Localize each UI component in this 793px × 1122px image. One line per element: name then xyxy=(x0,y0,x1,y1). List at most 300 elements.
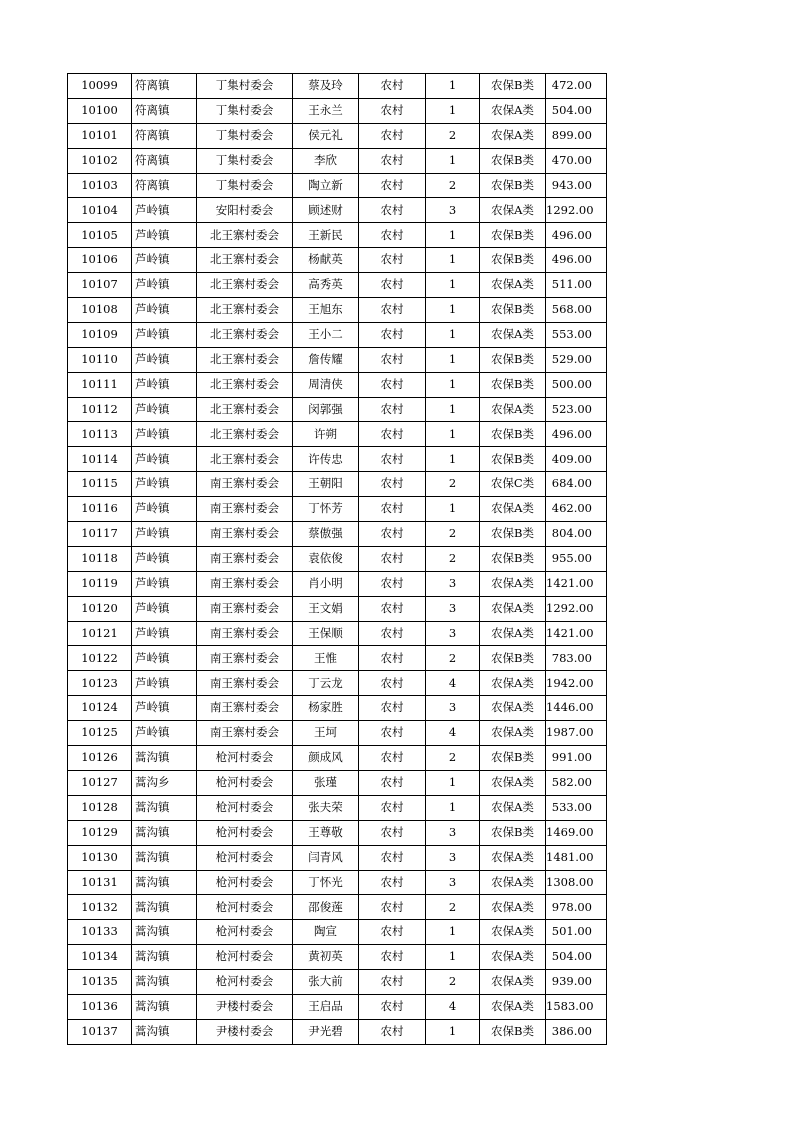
member-count-cell: 1 xyxy=(426,148,480,173)
village-committee-cell: 枪河村委会 xyxy=(197,870,293,895)
amount-cell: 1583.00 xyxy=(546,994,607,1019)
person-name-cell: 王旭东 xyxy=(293,298,359,323)
household-type-cell: 农村 xyxy=(359,223,426,248)
household-type-cell: 农村 xyxy=(359,447,426,472)
village-committee-cell: 南王寨村委会 xyxy=(197,646,293,671)
town-cell: 芦岭镇 xyxy=(132,347,197,372)
insurance-category-cell: 农保B类 xyxy=(480,248,546,273)
insurance-category-cell: 农保B类 xyxy=(480,820,546,845)
insurance-category-cell: 农保A类 xyxy=(480,621,546,646)
amount-cell: 1308.00 xyxy=(546,870,607,895)
record-id-cell: 10107 xyxy=(68,273,132,298)
household-type-cell: 农村 xyxy=(359,820,426,845)
village-committee-cell: 丁集村委会 xyxy=(197,173,293,198)
town-cell: 蒿沟镇 xyxy=(132,945,197,970)
table-row xyxy=(68,546,607,571)
record-id-cell: 10117 xyxy=(68,522,132,547)
member-count-cell: 2 xyxy=(426,546,480,571)
table-row xyxy=(68,596,607,621)
table-row xyxy=(68,845,607,870)
table-row xyxy=(68,273,607,298)
table-row xyxy=(68,422,607,447)
insurance-category-cell: 农保A类 xyxy=(480,273,546,298)
record-id-cell: 10121 xyxy=(68,621,132,646)
member-count-cell: 3 xyxy=(426,571,480,596)
town-cell: 芦岭镇 xyxy=(132,522,197,547)
insurance-category-cell: 农保A类 xyxy=(480,322,546,347)
village-committee-cell: 南王寨村委会 xyxy=(197,546,293,571)
village-committee-cell: 南王寨村委会 xyxy=(197,671,293,696)
household-type-cell: 农村 xyxy=(359,770,426,795)
town-cell: 蒿沟镇 xyxy=(132,746,197,771)
town-cell: 蒿沟镇 xyxy=(132,820,197,845)
record-id-cell: 10103 xyxy=(68,173,132,198)
person-name-cell: 闵郭强 xyxy=(293,397,359,422)
household-type-cell: 农村 xyxy=(359,596,426,621)
member-count-cell: 3 xyxy=(426,820,480,845)
town-cell: 符离镇 xyxy=(132,74,197,99)
person-name-cell: 袁依俊 xyxy=(293,546,359,571)
town-cell: 蒿沟镇 xyxy=(132,795,197,820)
member-count-cell: 2 xyxy=(426,646,480,671)
record-id-cell: 10137 xyxy=(68,1019,132,1044)
person-name-cell: 黄初英 xyxy=(293,945,359,970)
amount-cell: 1421.00 xyxy=(546,621,607,646)
amount-cell: 1421.00 xyxy=(546,571,607,596)
amount-cell: 511.00 xyxy=(546,273,607,298)
village-committee-cell: 南王寨村委会 xyxy=(197,497,293,522)
town-cell: 芦岭镇 xyxy=(132,447,197,472)
village-committee-cell: 南王寨村委会 xyxy=(197,596,293,621)
record-id-cell: 10102 xyxy=(68,148,132,173)
amount-cell: 386.00 xyxy=(546,1019,607,1044)
member-count-cell: 1 xyxy=(426,497,480,522)
amount-cell: 1481.00 xyxy=(546,845,607,870)
record-id-cell: 10130 xyxy=(68,845,132,870)
amount-cell: 553.00 xyxy=(546,322,607,347)
table-row xyxy=(68,994,607,1019)
amount-cell: 533.00 xyxy=(546,795,607,820)
amount-cell: 991.00 xyxy=(546,746,607,771)
town-cell: 芦岭镇 xyxy=(132,646,197,671)
household-type-cell: 农村 xyxy=(359,472,426,497)
insurance-category-cell: 农保A类 xyxy=(480,845,546,870)
person-name-cell: 蔡及玲 xyxy=(293,74,359,99)
village-committee-cell: 南王寨村委会 xyxy=(197,696,293,721)
record-id-cell: 10119 xyxy=(68,571,132,596)
person-name-cell: 周清侠 xyxy=(293,372,359,397)
amount-cell: 1446.00 xyxy=(546,696,607,721)
town-cell: 芦岭镇 xyxy=(132,422,197,447)
amount-cell: 462.00 xyxy=(546,497,607,522)
person-name-cell: 陶立新 xyxy=(293,173,359,198)
household-type-cell: 农村 xyxy=(359,721,426,746)
person-name-cell: 丁怀光 xyxy=(293,870,359,895)
member-count-cell: 2 xyxy=(426,522,480,547)
village-committee-cell: 枪河村委会 xyxy=(197,895,293,920)
person-name-cell: 杨献英 xyxy=(293,248,359,273)
member-count-cell: 3 xyxy=(426,696,480,721)
amount-cell: 1292.00 xyxy=(546,596,607,621)
village-committee-cell: 尹楼村委会 xyxy=(197,994,293,1019)
record-id-cell: 10128 xyxy=(68,795,132,820)
town-cell: 蒿沟镇 xyxy=(132,895,197,920)
person-name-cell: 许传忠 xyxy=(293,447,359,472)
person-name-cell: 王新民 xyxy=(293,223,359,248)
insurance-category-cell: 农保A类 xyxy=(480,671,546,696)
insurance-category-cell: 农保B类 xyxy=(480,347,546,372)
town-cell: 芦岭镇 xyxy=(132,596,197,621)
village-committee-cell: 南王寨村委会 xyxy=(197,571,293,596)
insurance-category-cell: 农保B类 xyxy=(480,646,546,671)
record-id-cell: 10126 xyxy=(68,746,132,771)
amount-cell: 409.00 xyxy=(546,447,607,472)
town-cell: 蒿沟镇 xyxy=(132,1019,197,1044)
record-id-cell: 10110 xyxy=(68,347,132,372)
village-committee-cell: 枪河村委会 xyxy=(197,795,293,820)
table-row xyxy=(68,347,607,372)
person-name-cell: 王文娟 xyxy=(293,596,359,621)
village-committee-cell: 北王寨村委会 xyxy=(197,273,293,298)
member-count-cell: 1 xyxy=(426,98,480,123)
town-cell: 芦岭镇 xyxy=(132,273,197,298)
household-type-cell: 农村 xyxy=(359,74,426,99)
village-committee-cell: 南王寨村委会 xyxy=(197,621,293,646)
person-name-cell: 闫青风 xyxy=(293,845,359,870)
data-table xyxy=(67,73,607,1045)
record-id-cell: 10120 xyxy=(68,596,132,621)
record-id-cell: 10099 xyxy=(68,74,132,99)
member-count-cell: 3 xyxy=(426,198,480,223)
amount-cell: 783.00 xyxy=(546,646,607,671)
village-committee-cell: 北王寨村委会 xyxy=(197,298,293,323)
table-row xyxy=(68,322,607,347)
town-cell: 蒿沟镇 xyxy=(132,920,197,945)
insurance-category-cell: 农保A类 xyxy=(480,696,546,721)
table-row xyxy=(68,696,607,721)
household-type-cell: 农村 xyxy=(359,148,426,173)
member-count-cell: 3 xyxy=(426,621,480,646)
person-name-cell: 尹光碧 xyxy=(293,1019,359,1044)
household-type-cell: 农村 xyxy=(359,696,426,721)
table-row xyxy=(68,746,607,771)
town-cell: 芦岭镇 xyxy=(132,721,197,746)
member-count-cell: 1 xyxy=(426,920,480,945)
member-count-cell: 2 xyxy=(426,472,480,497)
town-cell: 蒿沟乡 xyxy=(132,770,197,795)
insurance-category-cell: 农保B类 xyxy=(480,447,546,472)
person-name-cell: 王朝阳 xyxy=(293,472,359,497)
record-id-cell: 10133 xyxy=(68,920,132,945)
village-committee-cell: 丁集村委会 xyxy=(197,123,293,148)
person-name-cell: 王永兰 xyxy=(293,98,359,123)
village-committee-cell: 北王寨村委会 xyxy=(197,347,293,372)
record-id-cell: 10104 xyxy=(68,198,132,223)
town-cell: 蒿沟镇 xyxy=(132,994,197,1019)
person-name-cell: 王小二 xyxy=(293,322,359,347)
amount-cell: 523.00 xyxy=(546,397,607,422)
table-row xyxy=(68,770,607,795)
person-name-cell: 王保顺 xyxy=(293,621,359,646)
village-committee-cell: 安阳村委会 xyxy=(197,198,293,223)
village-committee-cell: 南王寨村委会 xyxy=(197,522,293,547)
member-count-cell: 2 xyxy=(426,895,480,920)
table-row xyxy=(68,497,607,522)
member-count-cell: 1 xyxy=(426,273,480,298)
table-row xyxy=(68,1019,607,1044)
member-count-cell: 2 xyxy=(426,970,480,995)
insurance-category-cell: 农保A类 xyxy=(480,770,546,795)
record-id-cell: 10135 xyxy=(68,970,132,995)
amount-cell: 1987.00 xyxy=(546,721,607,746)
town-cell: 蒿沟镇 xyxy=(132,970,197,995)
village-committee-cell: 北王寨村委会 xyxy=(197,447,293,472)
insurance-category-cell: 农保A类 xyxy=(480,721,546,746)
town-cell: 芦岭镇 xyxy=(132,298,197,323)
insurance-category-cell: 农保B类 xyxy=(480,1019,546,1044)
amount-cell: 978.00 xyxy=(546,895,607,920)
person-name-cell: 侯元礼 xyxy=(293,123,359,148)
village-committee-cell: 北王寨村委会 xyxy=(197,397,293,422)
amount-cell: 684.00 xyxy=(546,472,607,497)
record-id-cell: 10108 xyxy=(68,298,132,323)
member-count-cell: 3 xyxy=(426,870,480,895)
insurance-category-cell: 农保B类 xyxy=(480,173,546,198)
table-row xyxy=(68,820,607,845)
insurance-category-cell: 农保A类 xyxy=(480,397,546,422)
record-id-cell: 10116 xyxy=(68,497,132,522)
member-count-cell: 4 xyxy=(426,671,480,696)
amount-cell: 939.00 xyxy=(546,970,607,995)
member-count-cell: 1 xyxy=(426,397,480,422)
amount-cell: 804.00 xyxy=(546,522,607,547)
record-id-cell: 10105 xyxy=(68,223,132,248)
amount-cell: 582.00 xyxy=(546,770,607,795)
member-count-cell: 1 xyxy=(426,322,480,347)
person-name-cell: 杨家胜 xyxy=(293,696,359,721)
person-name-cell: 丁怀芳 xyxy=(293,497,359,522)
record-id-cell: 10129 xyxy=(68,820,132,845)
household-type-cell: 农村 xyxy=(359,994,426,1019)
person-name-cell: 王坷 xyxy=(293,721,359,746)
household-type-cell: 农村 xyxy=(359,945,426,970)
village-committee-cell: 枪河村委会 xyxy=(197,970,293,995)
record-id-cell: 10111 xyxy=(68,372,132,397)
record-id-cell: 10136 xyxy=(68,994,132,1019)
person-name-cell: 陶宣 xyxy=(293,920,359,945)
insurance-category-cell: 农保A类 xyxy=(480,571,546,596)
town-cell: 芦岭镇 xyxy=(132,223,197,248)
village-committee-cell: 北王寨村委会 xyxy=(197,322,293,347)
person-name-cell: 邵俊莲 xyxy=(293,895,359,920)
town-cell: 蒿沟镇 xyxy=(132,870,197,895)
member-count-cell: 1 xyxy=(426,770,480,795)
household-type-cell: 农村 xyxy=(359,497,426,522)
village-committee-cell: 枪河村委会 xyxy=(197,770,293,795)
amount-cell: 501.00 xyxy=(546,920,607,945)
member-count-cell: 3 xyxy=(426,845,480,870)
person-name-cell: 顾述财 xyxy=(293,198,359,223)
person-name-cell: 王启品 xyxy=(293,994,359,1019)
town-cell: 芦岭镇 xyxy=(132,248,197,273)
table-row xyxy=(68,98,607,123)
village-committee-cell: 北王寨村委会 xyxy=(197,422,293,447)
record-id-cell: 10112 xyxy=(68,397,132,422)
village-committee-cell: 北王寨村委会 xyxy=(197,223,293,248)
household-type-cell: 农村 xyxy=(359,322,426,347)
household-type-cell: 农村 xyxy=(359,920,426,945)
member-count-cell: 4 xyxy=(426,994,480,1019)
record-id-cell: 10114 xyxy=(68,447,132,472)
insurance-category-cell: 农保B类 xyxy=(480,422,546,447)
household-type-cell: 农村 xyxy=(359,397,426,422)
household-type-cell: 农村 xyxy=(359,347,426,372)
table-row xyxy=(68,895,607,920)
town-cell: 芦岭镇 xyxy=(132,497,197,522)
village-committee-cell: 枪河村委会 xyxy=(197,945,293,970)
person-name-cell: 詹传耀 xyxy=(293,347,359,372)
amount-cell: 496.00 xyxy=(546,422,607,447)
household-type-cell: 农村 xyxy=(359,646,426,671)
record-id-cell: 10123 xyxy=(68,671,132,696)
town-cell: 芦岭镇 xyxy=(132,397,197,422)
amount-cell: 472.00 xyxy=(546,74,607,99)
person-name-cell: 张夫荣 xyxy=(293,795,359,820)
member-count-cell: 2 xyxy=(426,746,480,771)
member-count-cell: 1 xyxy=(426,223,480,248)
amount-cell: 943.00 xyxy=(546,173,607,198)
town-cell: 芦岭镇 xyxy=(132,671,197,696)
household-type-cell: 农村 xyxy=(359,746,426,771)
household-type-cell: 农村 xyxy=(359,298,426,323)
table-row xyxy=(68,248,607,273)
insurance-category-cell: 农保A类 xyxy=(480,198,546,223)
record-id-cell: 10124 xyxy=(68,696,132,721)
amount-cell: 529.00 xyxy=(546,347,607,372)
amount-cell: 500.00 xyxy=(546,372,607,397)
insurance-category-cell: 农保B类 xyxy=(480,372,546,397)
member-count-cell: 1 xyxy=(426,1019,480,1044)
amount-cell: 1469.00 xyxy=(546,820,607,845)
insurance-category-cell: 农保A类 xyxy=(480,945,546,970)
household-type-cell: 农村 xyxy=(359,546,426,571)
person-name-cell: 许朔 xyxy=(293,422,359,447)
village-committee-cell: 尹楼村委会 xyxy=(197,1019,293,1044)
town-cell: 芦岭镇 xyxy=(132,546,197,571)
household-type-cell: 农村 xyxy=(359,1019,426,1044)
member-count-cell: 1 xyxy=(426,298,480,323)
insurance-category-cell: 农保B类 xyxy=(480,546,546,571)
household-type-cell: 农村 xyxy=(359,571,426,596)
person-name-cell: 肖小明 xyxy=(293,571,359,596)
village-committee-cell: 枪河村委会 xyxy=(197,845,293,870)
table-row xyxy=(68,795,607,820)
household-type-cell: 农村 xyxy=(359,422,426,447)
record-id-cell: 10118 xyxy=(68,546,132,571)
record-id-cell: 10131 xyxy=(68,870,132,895)
record-id-cell: 10115 xyxy=(68,472,132,497)
household-type-cell: 农村 xyxy=(359,98,426,123)
insurance-category-cell: 农保A类 xyxy=(480,895,546,920)
table-row xyxy=(68,870,607,895)
village-committee-cell: 丁集村委会 xyxy=(197,98,293,123)
table-row xyxy=(68,397,607,422)
table-row xyxy=(68,646,607,671)
record-id-cell: 10134 xyxy=(68,945,132,970)
person-name-cell: 张大前 xyxy=(293,970,359,995)
amount-cell: 955.00 xyxy=(546,546,607,571)
table-row xyxy=(68,298,607,323)
person-name-cell: 李欣 xyxy=(293,148,359,173)
insurance-category-cell: 农保A类 xyxy=(480,970,546,995)
insurance-category-cell: 农保B类 xyxy=(480,148,546,173)
table-row xyxy=(68,148,607,173)
household-type-cell: 农村 xyxy=(359,248,426,273)
member-count-cell: 4 xyxy=(426,721,480,746)
village-committee-cell: 枪河村委会 xyxy=(197,820,293,845)
table-row xyxy=(68,372,607,397)
table-row xyxy=(68,945,607,970)
village-committee-cell: 枪河村委会 xyxy=(197,746,293,771)
table-row xyxy=(68,522,607,547)
person-name-cell: 丁云龙 xyxy=(293,671,359,696)
amount-cell: 470.00 xyxy=(546,148,607,173)
amount-cell: 899.00 xyxy=(546,123,607,148)
person-name-cell: 蔡傲强 xyxy=(293,522,359,547)
table-row xyxy=(68,621,607,646)
household-type-cell: 农村 xyxy=(359,845,426,870)
insurance-category-cell: 农保A类 xyxy=(480,795,546,820)
insurance-category-cell: 农保B类 xyxy=(480,223,546,248)
household-type-cell: 农村 xyxy=(359,372,426,397)
person-name-cell: 张瑾 xyxy=(293,770,359,795)
insurance-category-cell: 农保B类 xyxy=(480,74,546,99)
insurance-category-cell: 农保A类 xyxy=(480,920,546,945)
amount-cell: 496.00 xyxy=(546,248,607,273)
insurance-category-cell: 农保A类 xyxy=(480,596,546,621)
village-committee-cell: 南王寨村委会 xyxy=(197,472,293,497)
person-name-cell: 颜成风 xyxy=(293,746,359,771)
village-committee-cell: 丁集村委会 xyxy=(197,148,293,173)
amount-cell: 1292.00 xyxy=(546,198,607,223)
table-row xyxy=(68,671,607,696)
insurance-category-cell: 农保B类 xyxy=(480,522,546,547)
village-committee-cell: 丁集村委会 xyxy=(197,74,293,99)
person-name-cell: 高秀英 xyxy=(293,273,359,298)
table-row xyxy=(68,970,607,995)
village-committee-cell: 枪河村委会 xyxy=(197,920,293,945)
insurance-category-cell: 农保C类 xyxy=(480,472,546,497)
member-count-cell: 2 xyxy=(426,173,480,198)
member-count-cell: 1 xyxy=(426,945,480,970)
town-cell: 芦岭镇 xyxy=(132,372,197,397)
table-row xyxy=(68,223,607,248)
town-cell: 芦岭镇 xyxy=(132,322,197,347)
amount-cell: 496.00 xyxy=(546,223,607,248)
member-count-cell: 1 xyxy=(426,248,480,273)
insurance-category-cell: 农保A类 xyxy=(480,994,546,1019)
table-row xyxy=(68,472,607,497)
member-count-cell: 1 xyxy=(426,372,480,397)
table-row xyxy=(68,173,607,198)
member-count-cell: 1 xyxy=(426,74,480,99)
household-type-cell: 农村 xyxy=(359,895,426,920)
record-id-cell: 10125 xyxy=(68,721,132,746)
insurance-category-cell: 农保A类 xyxy=(480,123,546,148)
table-body xyxy=(68,74,607,1045)
town-cell: 符离镇 xyxy=(132,148,197,173)
town-cell: 芦岭镇 xyxy=(132,696,197,721)
